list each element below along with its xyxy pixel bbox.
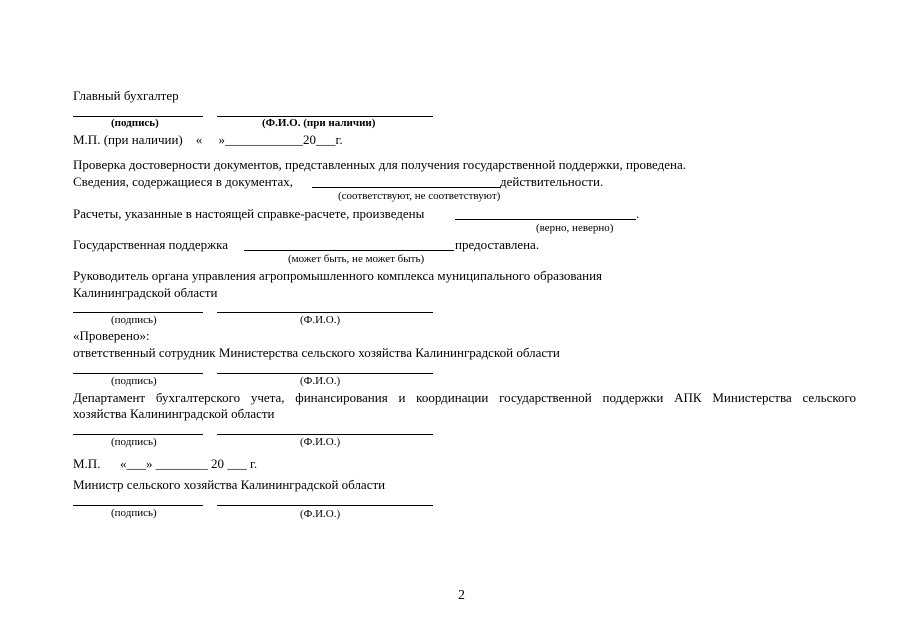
fill-in-line <box>312 187 500 188</box>
minister-line: Министр сельского хозяйства Калининградской области <box>73 477 386 492</box>
name-caption: (Ф.И.О.) <box>300 508 341 520</box>
verification-line-4-suffix: предоставлена. <box>455 237 540 252</box>
name-line <box>217 434 433 435</box>
municipal-head-line-1: Руководитель органа управления агропромышленного комплекса муниципального образования <box>73 268 603 283</box>
verification-line-2-caption: (соответствуют, не соответствуют) <box>338 190 501 202</box>
signature-caption: (подпись) <box>111 507 157 519</box>
verification-line-2-suffix: действительности. <box>500 174 604 189</box>
municipal-head-line-2: Калининградской области <box>73 285 218 300</box>
verification-line-2-prefix: Сведения, содержащиеся в документах, <box>73 174 293 189</box>
name-caption: (Ф.И.О.) <box>300 436 341 448</box>
signature-line <box>73 373 203 374</box>
fill-in-line <box>244 250 454 251</box>
signature-caption: (подпись) <box>111 117 159 129</box>
department-line-1: Департамент бухгалтерского учета, финансирования и координации государственной поддержки АПК Министерства сельского <box>73 390 856 405</box>
name-line <box>217 505 433 506</box>
signature-line <box>73 312 203 313</box>
name-caption: (Ф.И.О. (при наличии) <box>262 117 376 129</box>
fill-in-line <box>455 219 636 220</box>
verification-line-3-suffix: . <box>636 206 640 221</box>
verification-line-4-prefix: Государственная поддержка <box>73 237 229 252</box>
name-caption: (Ф.И.О.) <box>300 314 341 326</box>
seal-date-line: М.П. «___» ________ 20 ___ г. <box>73 456 258 471</box>
signature-line <box>73 505 203 506</box>
checked-line: ответственный сотрудник Министерства сельского хозяйства Калининградской области <box>73 345 560 360</box>
signature-caption: (подпись) <box>111 314 157 326</box>
seal-date-line: М.П. (при наличии) « »____________20___г. <box>73 132 343 147</box>
verification-line-3-prefix: Расчеты, указанные в настоящей справке-расчете, произведены <box>73 206 425 221</box>
name-line <box>217 312 433 313</box>
signature-caption: (подпись) <box>111 436 157 448</box>
checked-label: «Проверено»: <box>73 328 150 343</box>
page-number: 2 <box>458 588 465 603</box>
name-line <box>217 373 433 374</box>
name-caption: (Ф.И.О.) <box>300 375 341 387</box>
chief-accountant-heading: Главный бухгалтер <box>73 88 179 103</box>
department-line-2: хозяйства Калининградской области <box>73 406 275 421</box>
verification-line-1: Проверка достоверности документов, представленных для получения государственной поддержки, проведена. <box>73 157 686 172</box>
signature-caption: (подпись) <box>111 375 157 387</box>
signature-line <box>73 434 203 435</box>
verification-line-4-caption: (может быть, не может быть) <box>288 253 425 265</box>
verification-line-3-caption: (верно, неверно) <box>536 222 614 234</box>
